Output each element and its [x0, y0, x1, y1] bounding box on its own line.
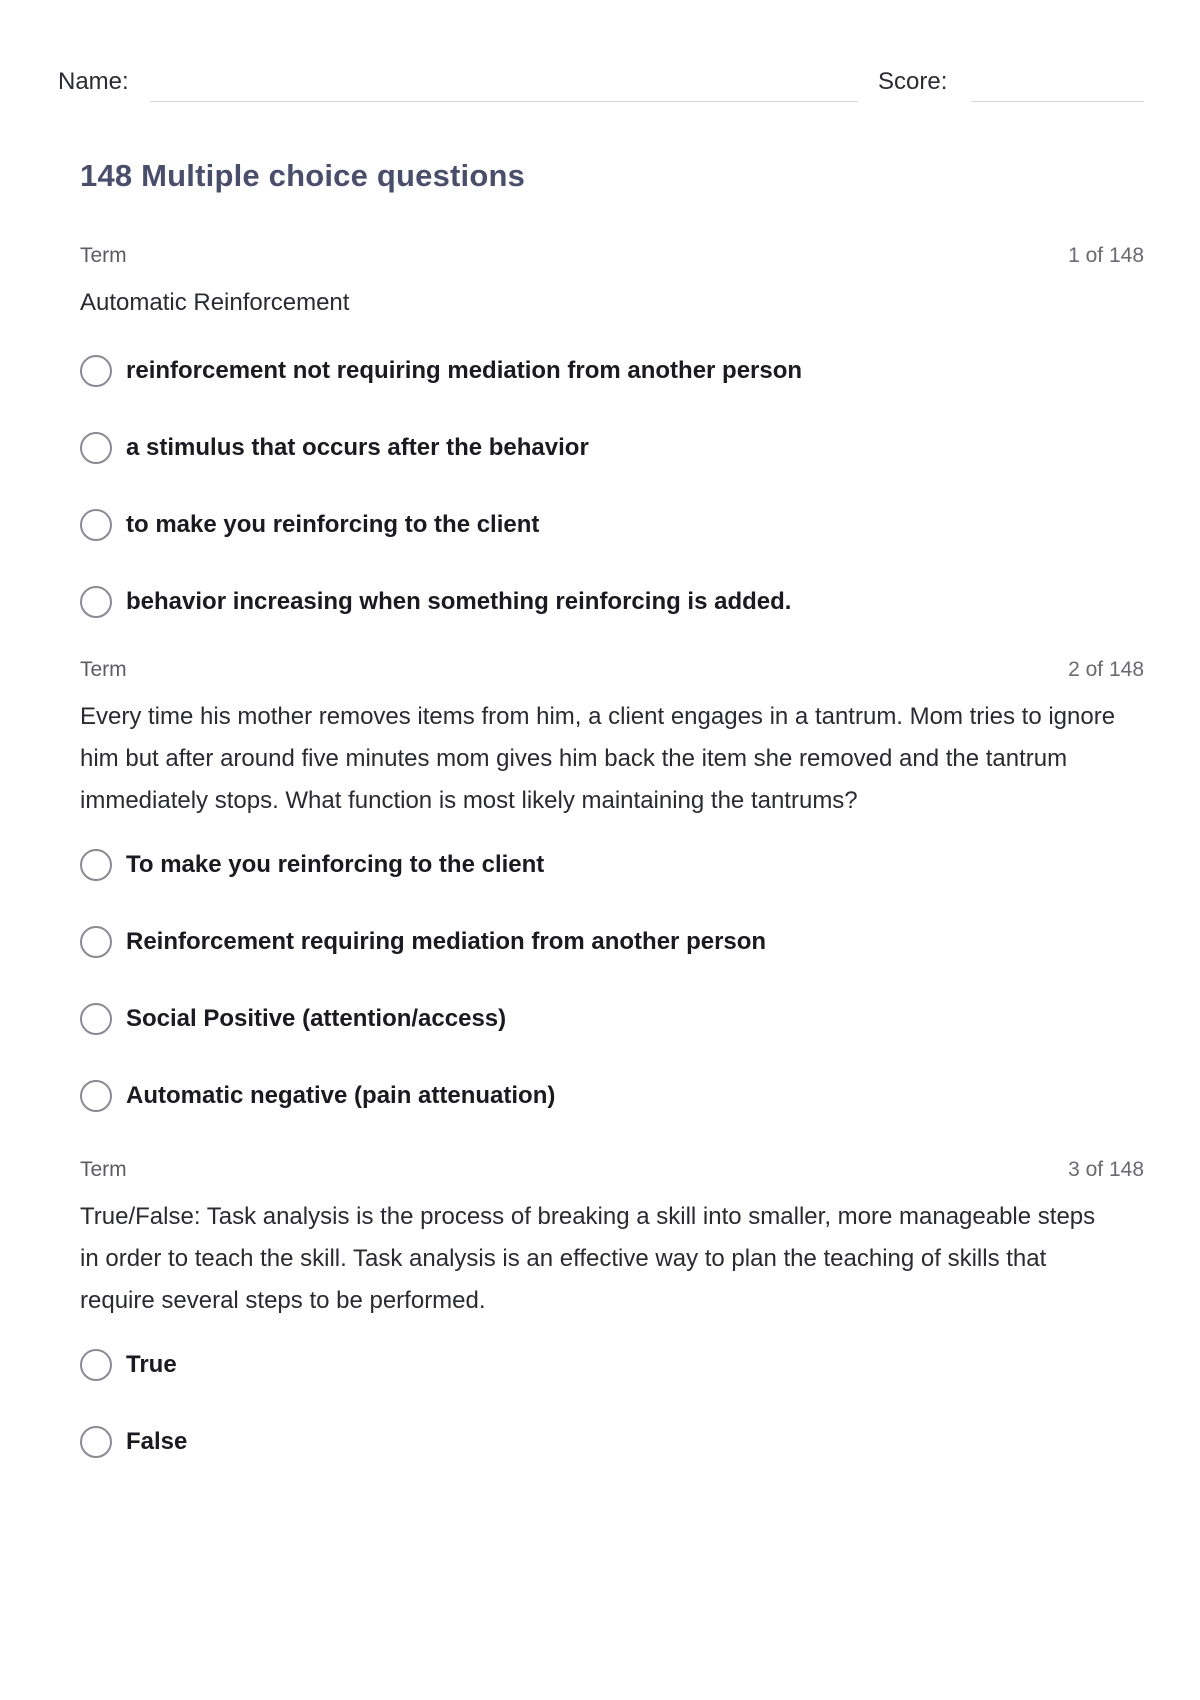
- option-label: Reinforcement requiring mediation from another person: [126, 927, 767, 955]
- question-header: [80, 244, 1144, 272]
- question-counter: 3 of 148: [1068, 1158, 1144, 1181]
- option-label: True: [126, 1350, 177, 1378]
- radio-button-icon[interactable]: [80, 926, 112, 958]
- section-title: 148 Multiple choice questions: [80, 158, 526, 193]
- term-label: Term: [80, 244, 127, 267]
- question-3: [80, 1158, 1144, 1480]
- term-label: Term: [80, 658, 127, 681]
- score-label: Score:: [878, 68, 948, 95]
- answer-option[interactable]: [80, 1326, 1144, 1403]
- answer-option[interactable]: [80, 903, 1144, 980]
- question-1: [80, 244, 1144, 640]
- question-counter: 2 of 148: [1068, 658, 1144, 681]
- radio-button-icon[interactable]: [80, 1003, 112, 1035]
- option-label: reinforcement not requiring mediation from another person: [126, 356, 803, 384]
- radio-button-icon[interactable]: [80, 355, 112, 387]
- radio-button-icon[interactable]: [80, 849, 112, 881]
- score-field[interactable]: [971, 101, 1144, 102]
- radio-button-icon[interactable]: [80, 509, 112, 541]
- question-prompt: Automatic Reinforcement: [80, 289, 350, 316]
- answer-options: [80, 1326, 1144, 1480]
- answer-option[interactable]: [80, 409, 1144, 486]
- term-label: Term: [80, 1158, 127, 1181]
- radio-button-icon[interactable]: [80, 586, 112, 618]
- question-prompt: Every time his mother removes items from him, a client engages in a tantrum. Mom tries to ignore him but after around five minutes mom gives him back the item she removed and the tantrum immediately stops. What function is most likely maintaining the tantrums?: [80, 703, 1116, 814]
- option-label: to make you reinforcing to the client: [126, 510, 540, 538]
- answer-option[interactable]: [80, 1403, 1144, 1480]
- header-row: [58, 68, 1144, 108]
- radio-button-icon[interactable]: [80, 432, 112, 464]
- answer-option[interactable]: [80, 332, 1144, 409]
- option-label: a stimulus that occurs after the behavior: [126, 433, 589, 461]
- option-label: Social Positive (attention/access): [126, 1004, 507, 1032]
- question-counter: 1 of 148: [1068, 244, 1144, 267]
- answer-option[interactable]: [80, 980, 1144, 1057]
- option-label: False: [126, 1427, 188, 1455]
- question-header: [80, 658, 1144, 686]
- radio-button-icon[interactable]: [80, 1349, 112, 1381]
- option-label: To make you reinforcing to the client: [126, 850, 545, 878]
- question-2: [80, 658, 1144, 1134]
- answer-option[interactable]: [80, 486, 1144, 563]
- name-label: Name:: [58, 68, 129, 95]
- answer-options: [80, 332, 1144, 640]
- answer-options: [80, 826, 1144, 1134]
- answer-option[interactable]: [80, 1057, 1144, 1134]
- option-label: behavior increasing when something reinforcing is added.: [126, 587, 792, 615]
- answer-option[interactable]: [80, 826, 1144, 903]
- question-header: [80, 1158, 1144, 1186]
- option-label: Automatic negative (pain attenuation): [126, 1081, 556, 1109]
- radio-button-icon[interactable]: [80, 1080, 112, 1112]
- question-prompt: True/False: Task analysis is the process of breaking a skill into smaller, more manageable steps in order to teach the skill. Task analysis is an effective way to plan the teaching of skills that require several steps to be performed.: [80, 1203, 1096, 1314]
- name-field[interactable]: [150, 101, 858, 102]
- answer-option[interactable]: [80, 563, 1144, 640]
- radio-button-icon[interactable]: [80, 1426, 112, 1458]
